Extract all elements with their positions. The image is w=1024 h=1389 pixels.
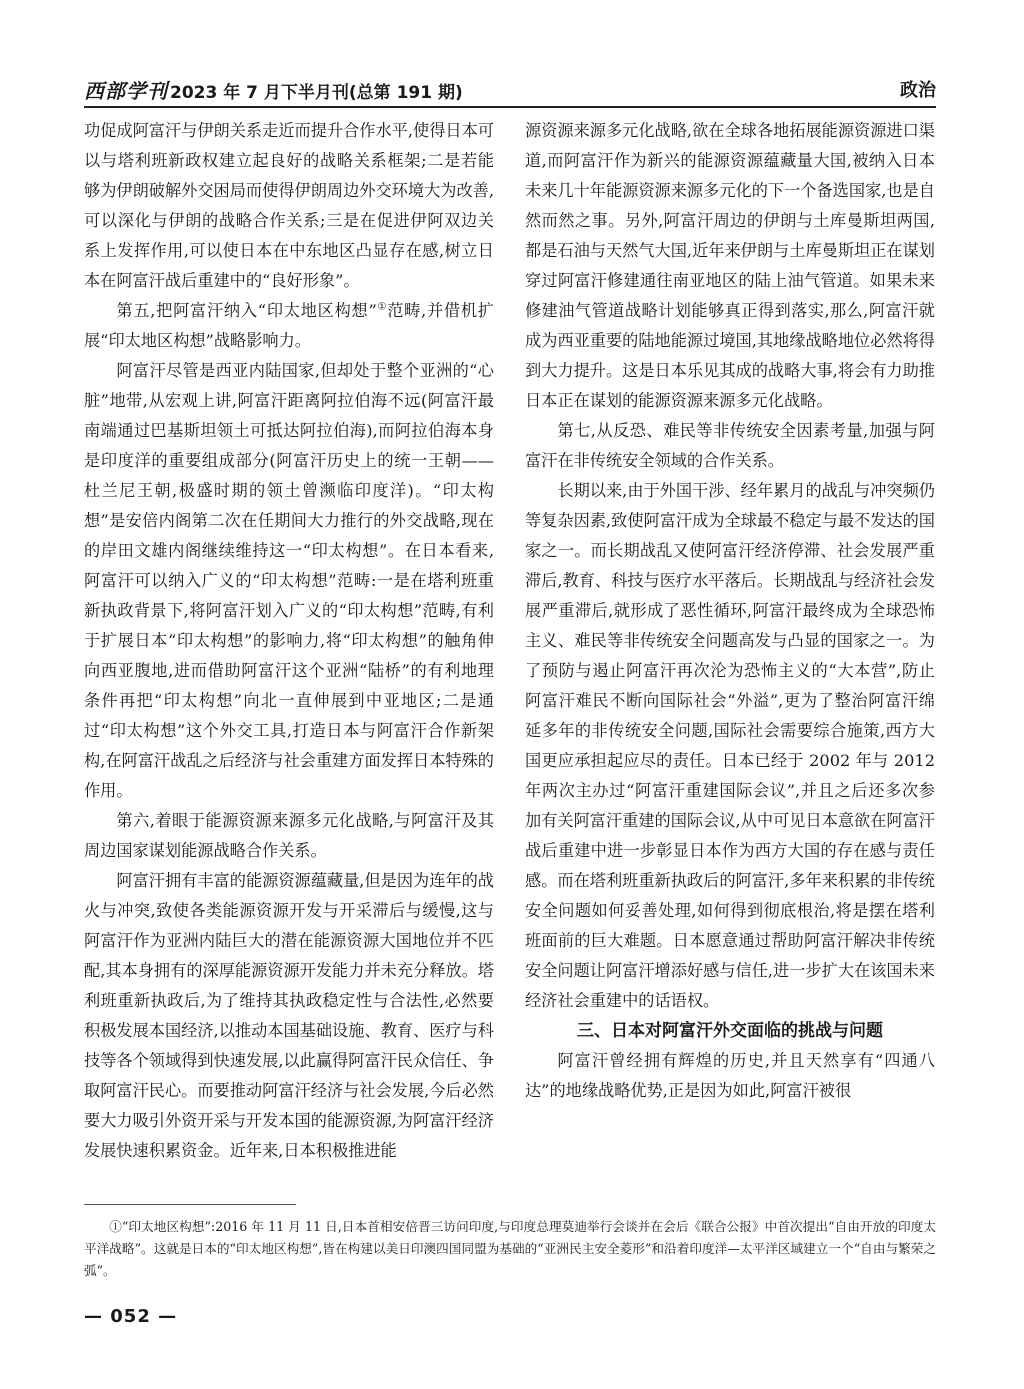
header-left <box>84 75 463 104</box>
paragraph: 第六,着眼于能源资源来源多元化战略,与阿富汗及其周边国家谋划能源战略合作关系。 <box>84 811 494 860</box>
paragraph-text: 范畴,并借机扩展“印太地区构想”战略影响力。 <box>84 301 494 350</box>
paragraph: 阿富汗曾经拥有辉煌的历史,并且天然享有“四通八达”的地缘战略优势,正是因为如此,阿富汗被很 <box>525 1051 935 1100</box>
section-heading: 三、日本对阿富汗外交面临的挑战与问题 <box>577 1021 883 1041</box>
right-column <box>525 116 935 1106</box>
paragraph: 长期以来,由于外国干涉、经年累月的战乱与冲突频仍等复杂因素,致使阿富汗成为全球最不稳定与最不发达的国家之一。而长期战乱又使阿富汗经济停滞、社会发展严重滞后,教育、科技与医疗水平落后。长期战乱与经济社会发展严重滞后,就形成了恶性循环,阿富汗最终成为全球恐怖主义、难民等非传统安全问题高发与凸显的国家之一。为了预防与遏止阿富汗再次沦为恐怖主义的“大本营”,防止阿富汗难民不断向国际社会“外溢”,更为了整治阿富汗绵延多年的非传统安全问题,国际社会需要综合施策,西方大国更应承担起应尽的责任。日本已经于 2002 年与 2012 年两次主办过“阿富汗重建国际会议”,并且之后还多次参加有关阿富汗重建的国际会议,从中可见日本意欲在阿富汗战后重建中进一步彰显日本作为西方大国的存在感与责任感。而在塔利班重新执政后的阿富汗,多年来积累的非传统安全问题如何妥善处理,如何得到彻底根治,将是摆在塔利班面前的巨大难题。日本愿意通过帮助阿富汗解决非传统安全问题让阿富汗增添好感与信任,进一步扩大在该国未来经济社会重建中的话语权。 <box>525 481 935 1010</box>
left-column <box>84 116 494 1166</box>
footnote-text: ①“印太地区构想”:2016 年 11 月 11 日,日本首相安倍晋三访问印度,与印度总理莫迪举行会谈并在会后《联合公报》中首次提出“自由开放的印度太平洋战略”。这就是日本的“印太地区构想”,皆在构建以美日印澳四国同盟为基础的“亚洲民主安全菱形”和沿着印度洋—太平洋区域建立一个“自由与繁荣之弧”。 <box>84 1219 936 1278</box>
issue-info: 2023 年 7 月下半月刊(总第 191 期) <box>170 82 463 103</box>
footnote-marker[interactable]: ① <box>376 301 388 313</box>
running-header <box>84 72 936 108</box>
footnote <box>84 1216 936 1282</box>
paragraph: 阿富汗尽管是西亚内陆国家,但却处于整个亚洲的“心脏”地带,从宏观上讲,阿富汗距离阿拉伯海不远(阿富汗最南端通过巴基斯坦领土可抵达阿拉伯海),而阿拉伯海本身是印度洋的重要组成部分(阿富汗历史上的统一王朝——杜兰尼王朝,极盛时期的领土曾濒临印度洋)。“印太构想”是安倍内阁第二次在任期间大力推行的外交战略,现在的岸田文雄内阁继续维持这一“印太构想”。在日本看来,阿富汗可以纳入广义的“印太构想”范畴:一是在塔利班重新执政背景下,将阿富汗划入广义的“印太构想”范畴,有利于扩展日本“印太构想”的影响力,将“印太构想”的触角伸向西亚腹地,进而借助阿富汗这个亚洲“陆桥”的有利地理条件再把“印太构想”向北一直伸展到中亚地区;二是通过“印太构想”这个外交工具,打造日本与阿富汗合作新架构,在阿富汗战乱之后经济与社会重建方面发挥日本特殊的作用。 <box>84 361 494 800</box>
paragraph: 第七,从反恐、难民等非传统安全因素考量,加强与阿富汗在非传统安全领域的合作关系。 <box>525 421 935 470</box>
paragraph: 源资源来源多元化战略,欲在全球各地拓展能源资源进口渠道,而阿富汗作为新兴的能源资源蕴藏量大国,被纳入日本未来几十年能源资源来源多元化的下一个备选国家,也是自然而然之事。另外,阿富汗周边的伊朗与土库曼斯坦两国,都是石油与天然气大国,近年来伊朗与土库曼斯坦正在谋划穿过阿富汗修建通往南亚地区的陆上油气管道。如果未来修建油气管道战略计划能够真正得到落实,那么,阿富汗就成为西亚重要的陆地能源过境国,其地缘战略地位必然将得到大力提升。这是日本乐见其成的战略大事,将会有力助推日本正在谋划的能源资源来源多元化战略。 <box>525 121 935 410</box>
paragraph-text: 第五,把阿富汗纳入“印太地区构想” <box>116 301 377 320</box>
paragraph <box>84 296 494 356</box>
paragraph: 功促成阿富汗与伊朗关系走近而提升合作水平,使得日本可以与塔利班新政权建立起良好的战略关系框架;二是若能够为伊朗破解外交困局而使得伊朗周边外交环境大为改善,可以深化与伊朗的战略合作关系;三是在促进伊阿双边关系上发挥作用,可以使日本在中东地区凸显存在感,树立日本在阿富汗战后重建中的“良好形象”。 <box>84 121 494 290</box>
journal-logo: 西部学刊 <box>84 78 168 103</box>
section-tag: 政治 <box>900 80 936 101</box>
page-number: — 052 — <box>84 1306 178 1327</box>
footnote-divider <box>84 1204 296 1205</box>
paragraph: 阿富汗拥有丰富的能源资源蕴藏量,但是因为连年的战火与冲突,致使各类能源资源开发与开采滞后与缓慢,这与阿富汗作为亚洲内陆巨大的潜在能源资源大国地位并不匹配,其本身拥有的深厚能源资源开发能力并未充分释放。塔利班重新执政后,为了维持其执政稳定性与合法性,必然要积极发展本国经济,以推动本国基础设施、教育、医疗与科技等各个领域得到快速发展,以此赢得阿富汗民众信任、争取阿富汗民心。而要推动阿富汗经济与社会发展,今后必然要大力吸引外资开采与开发本国的能源资源,为阿富汗经济发展快速积累资金。近年来,日本积极推进能 <box>84 871 494 1160</box>
